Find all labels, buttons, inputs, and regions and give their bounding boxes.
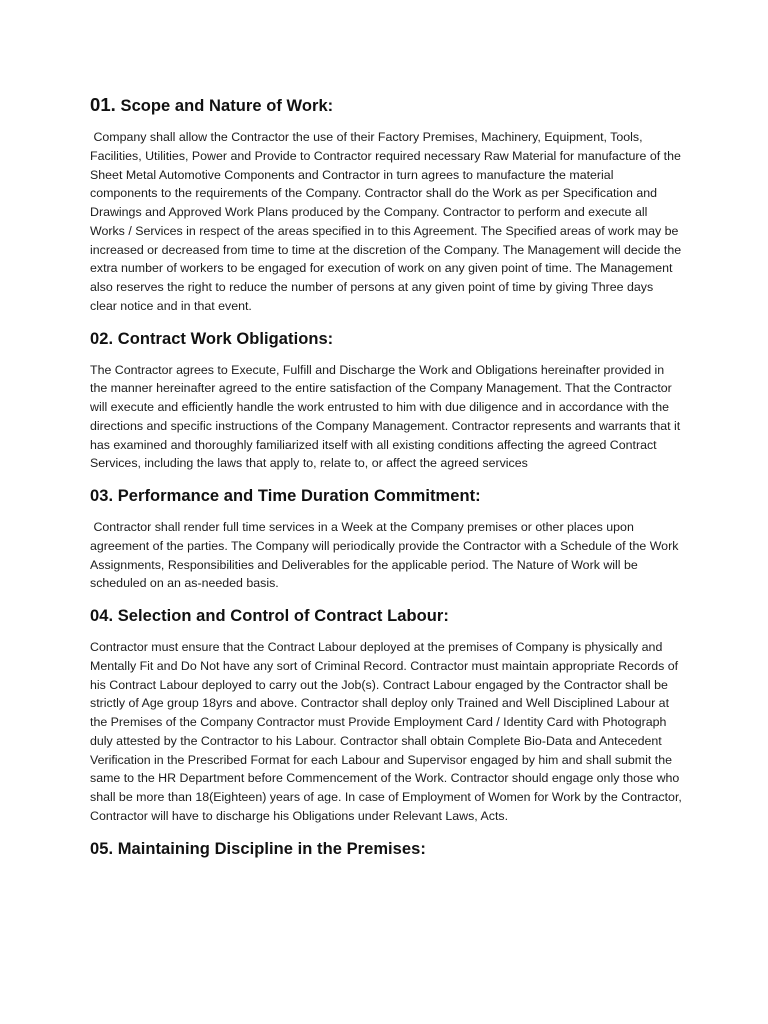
section-number: 02. (90, 329, 114, 348)
section-title: Performance and Time Duration Commitment: (113, 487, 481, 505)
section-performance-and-time-duration (90, 483, 682, 593)
section-body: Contractor must ensure that the Contract Labour deployed at the premises of Company is physically and Mentally Fit and Do Not have any sort of Criminal Record. Contractor must maintain appropriate Records of his Contract Labour deployed to carry out the Job(s). Contract Labour engaged by the Contractor shall be strictly of Age group 18yrs and above. Contractor shall deploy only Trained and Well Disciplined Labour at the Premises of the Company Contractor must Provide Employment Card / Identity Card with Photograph duly attested by the Contractor to his Labour. Contractor shall obtain Complete Bio-Data and Antecedent Verification in the Prescribed Format for each Labour and Supervisor engaged by him and shall submit the same to the HR Department before Commencement of the Work. Contractor should engage only those who shall be more than 18(Eighteen) years of age. In case of Employment of Women for Work by the Contractor, Contractor will have to discharge his Obligations under Relevant Laws, Acts. (90, 640, 686, 823)
section-heading (90, 92, 682, 119)
section-body: The Contractor agrees to Execute, Fulfill and Discharge the Work and Obligations hereinafter provided in the manner hereinafter agreed to the entire satisfaction of the Company Management. That the Contractor will execute and efficiently handle the work entrusted to him with due diligence and in accordance with the directions and specific instructions of the Company Management. Contractor represents and warrants that it has examined and thoroughly familiarized itself with all existing conditions affecting the agreed Contract Services, including the laws that apply to, relate to, or affect the agreed services (90, 362, 684, 471)
document-content (90, 92, 686, 871)
section-heading (90, 326, 682, 352)
section-body: Contractor shall render full time services in a Week at the Company premises or other places upon agreement of the parties. The Company will periodically provide the Contractor with a Schedule of the Work Assignments, Responsibilities and Deliverables for the applicable period. The Nature of Work will be scheduled on an as-needed basis. (90, 520, 682, 591)
section-selection-and-control-of-labour (90, 603, 686, 826)
section-title: Selection and Control of Contract Labour: (113, 607, 449, 625)
section-scope-and-nature-of-work (90, 92, 685, 316)
section-title: Scope and Nature of Work: (115, 97, 334, 115)
section-heading (90, 836, 682, 862)
section-number: 04. (90, 607, 114, 625)
section-heading (90, 603, 682, 629)
section-body: Company shall allow the Contractor the use of their Factory Premises, Machinery, Equipment, Tools, Facilities, Utilities, Power and Provide to Contractor required necessary Raw Material for manufacture of the Sheet Metal Automotive Components and Contractor in turn agrees to manufacture the material components to the requirements of the Company. Contractor shall do the Work as per Specification and Drawings and Approved Work Plans produced by the Company. Contractor to perform and execute all Works / Services in respect of the areas specified in to this Agreement. The Specified areas of work may be increased or decreased from time to time at the discretion of the Company. The Management will decide the extra number of workers to be engaged for execution of work on any given point of time. The Management also reserves the right to reduce the number of persons at any given point of time by giving Three days clear notice and in that event. (90, 130, 685, 313)
section-maintaining-discipline (90, 836, 682, 862)
section-title: Maintaining Discipline in the Premises: (113, 839, 426, 858)
section-contract-work-obligations (90, 326, 682, 474)
section-title: Contract Work Obligations: (113, 329, 334, 348)
section-heading (90, 483, 682, 509)
section-number: 03. (90, 487, 114, 505)
section-number: 05. (90, 839, 114, 858)
section-number: 01. (90, 94, 116, 115)
